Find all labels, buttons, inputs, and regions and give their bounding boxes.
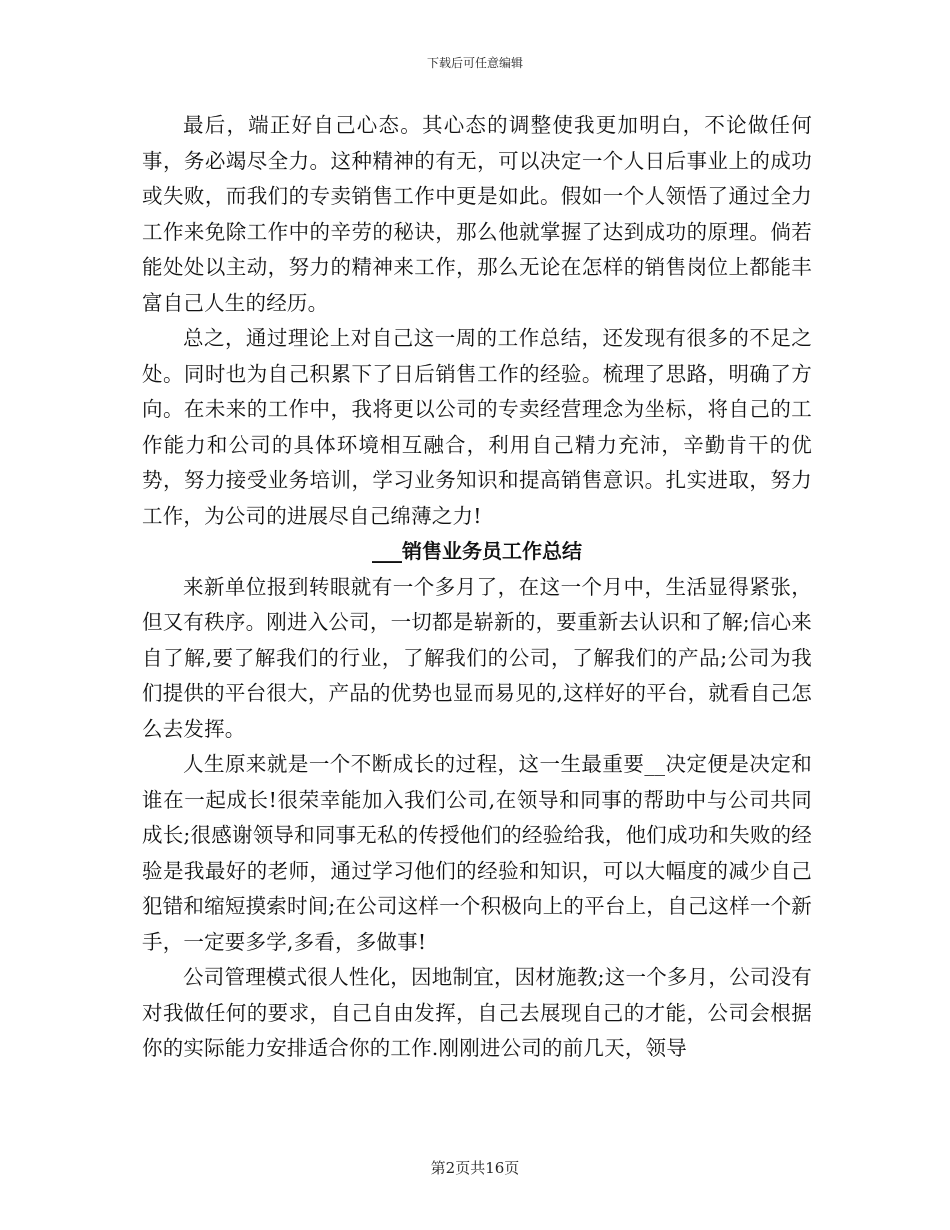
paragraph: 总之，通过理论上对自己这一周的工作总结，还发现有很多的不足之处。同时也为自己积累下了日后销售工作的经验。梳理了思路，明确了方向。在未来的工作中，我将更以公司的专卖经营理念为坐标，将自己的工作能力和公司的具体环境相互融合，利用自己精力充沛，辛勤肯干的优势，努力接受业务培训，学习业务知识和提高销售意识。扎实进取，努力工作，为公司的进展尽自己绵薄之力! [142, 326, 812, 528]
page-footer: 第2页共16页 [430, 1159, 520, 1177]
document-body [142, 108, 812, 1067]
section-title: ___销售业务员工作总结 [372, 539, 582, 563]
paragraph: 来新单位报到转眼就有一个多月了，在这一个月中，生活显得紧张，但又有秩序。刚进入公司，一切都是崭新的，要重新去认识和了解;信心来自了解,要了解我们的行业，了解我们的公司，了解我们的产品;公司为我们提供的平台很大，产品的优势也显而易见的,这样好的平台，就看自己怎么去发挥。 [142, 574, 812, 741]
page-header: 下载后可任意编辑 [426, 56, 523, 70]
paragraph: 公司管理模式很人性化，因地制宜，因材施教;这一个多月，公司没有对我做任何的要求，自己自由发挥，自己去展现自己的才能，公司会根据你的实际能力安排适合你的工作.刚刚进公司的前几天，领导 [142, 965, 812, 1060]
paragraph: 最后，端正好自己心态。其心态的调整使我更加明白，不论做任何事，务必竭尽全力。这种精神的有无，可以决定一个人日后事业上的成功或失败，而我们的专卖销售工作中更是如此。假如一个人领悟了通过全力工作来免除工作中的辛劳的秘诀，那么他就掌握了达到成功的原理。倘若能处处以主动，努力的精神来工作，那么无论在怎样的销售岗位上都能丰富自己人生的经历。 [142, 113, 812, 315]
paragraph: 人生原来就是一个不断成长的过程，这一生最重要__决定便是决定和谁在一起成长!很荣幸能加入我们公司,在领导和同事的帮助中与公司共同成长;很感谢领导和同事无私的传授他们的经验给我，他们成功和失败的经验是我最好的老师，通过学习他们的经验和知识，可以大幅度的减少自己犯错和缩短摸索时间;在公司这样一个积极向上的平台上，自己这样一个新手，一定要多学,多看，多做事! [142, 752, 812, 954]
